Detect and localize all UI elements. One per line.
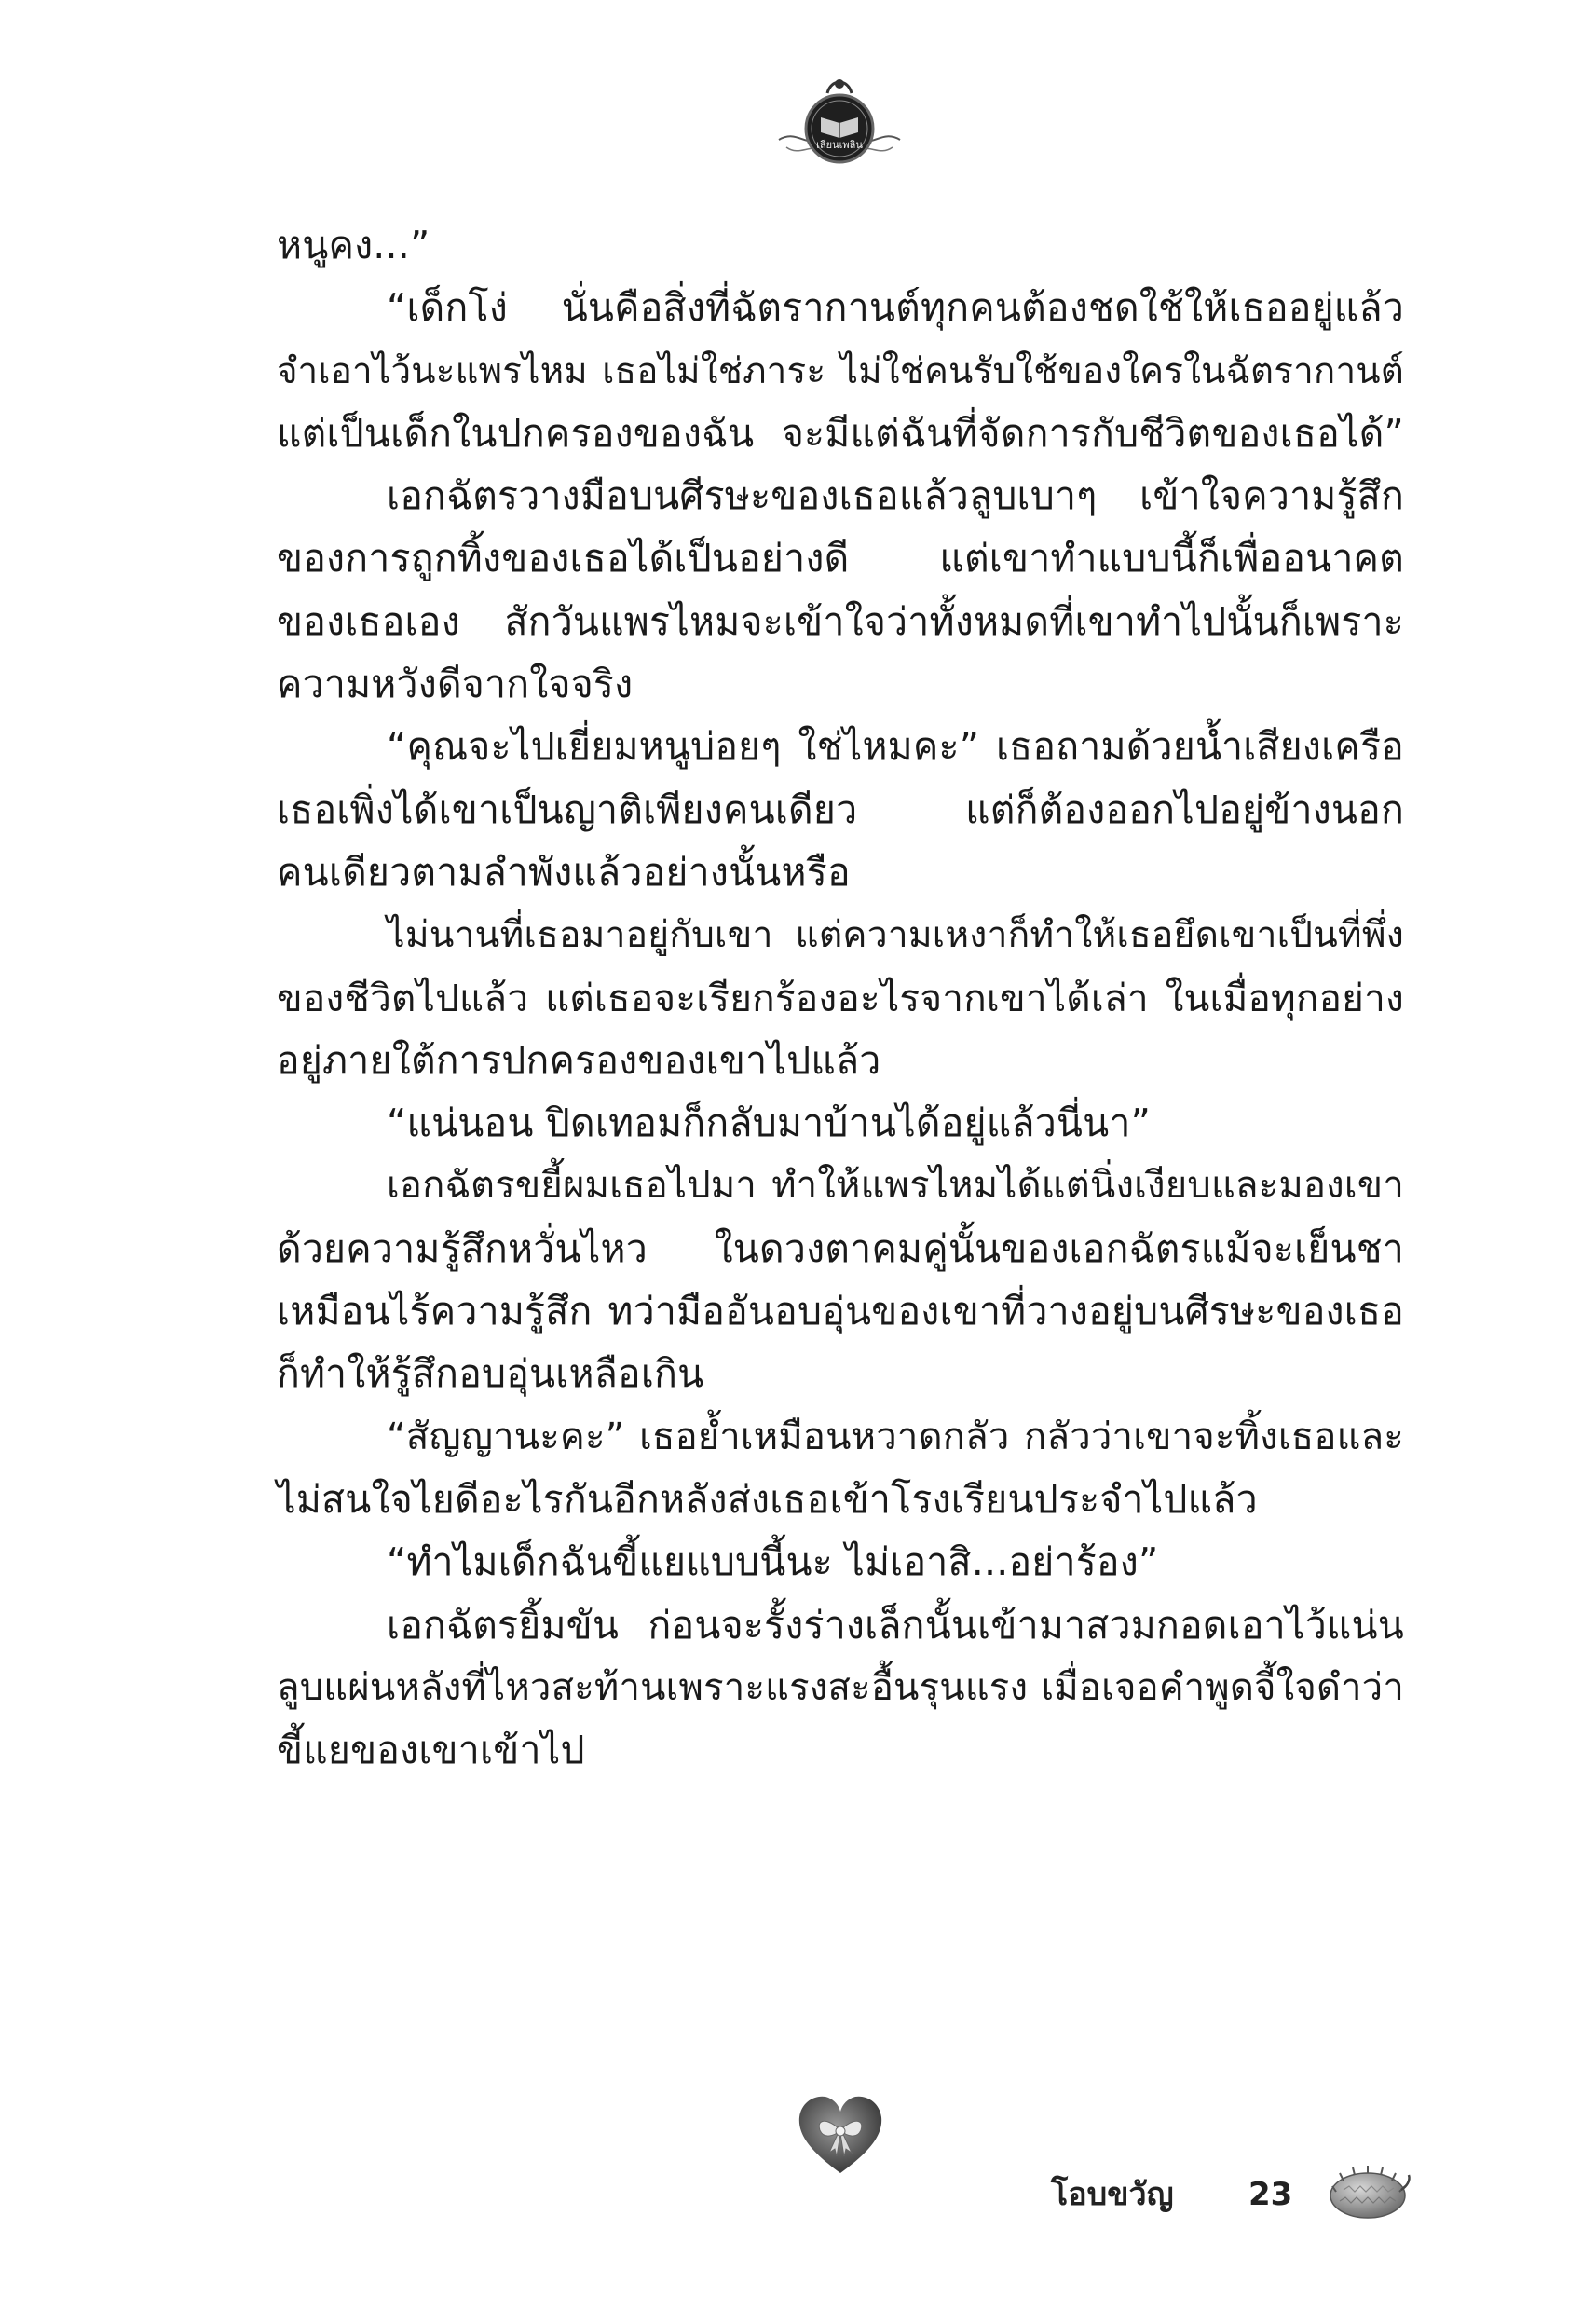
text-line: ของการถูกทิ้งของเธอได้เป็นอย่างดี แต่เขาทำแบบนี้ก็เพื่ออนาคต <box>277 536 1404 581</box>
text-line: “คุณจะไปเยี่ยมหนูบ่อยๆ ใช่ไหมคะ” เธอถามด้วยน้ำเสียงเครือ <box>387 724 1404 770</box>
heart-bow-icon <box>794 2091 887 2179</box>
text-line: “แน่นอน ปิดเทอมก็กลับมาบ้านได้อยู่แล้วนี่นา” <box>387 1101 1152 1146</box>
text-line: หนูคง...” <box>277 223 430 267</box>
text-line: ก็ทำให้รู้สึกอบอุ่นเหลือเกิน <box>277 1351 704 1397</box>
text-line: เหมือนไร้ความรู้สึก ทว่ามืออันอบอุ่นของเขาที่วางอยู่บนศีรษะของเธอ <box>277 1289 1404 1334</box>
body-text <box>277 214 1404 1782</box>
footer-book-title: โอบขวัญ <box>1051 2176 1174 2213</box>
text-line: “ทำไมเด็กฉันขี้แยแบบนี้นะ ไม่เอาสิ...อย่าร้อง” <box>387 1539 1159 1585</box>
text-line: ไม่นานที่เธอมาอยู่กับเขา แต่ความเหงาก็ทำให้เธอยึดเขาเป็นที่พึ่ง <box>387 914 1404 957</box>
text-line: ความหวังดีจากใจจริง <box>277 662 634 707</box>
text-line: ของเธอเอง สักวันแพรไหมจะเข้าใจว่าทั้งหมดที่เขาทำไปนั้นก็เพราะ <box>277 598 1404 644</box>
text-line: ขี้แยของเขาเข้าไป <box>277 1728 585 1773</box>
text-line: จำเอาไว้นะแพรไหม เธอไม่ใช่ภาระ ไม่ใช่คนรับใช้ของใครในฉัตรากานต์ <box>277 349 1404 392</box>
text-line: แต่เป็นเด็กในปกครองของฉัน จะมีแต่ฉันที่จัดการกับชีวิตของเธอได้” <box>277 410 1404 456</box>
text-line: เอกฉัตรยิ้มขัน ก่อนจะรั้งร่างเล็กนั้นเข้ามาสวมกอดเอาไว้แน่น <box>387 1602 1404 1648</box>
text-line: เอกฉัตรขยี้ผมเธอไปมา ทำให้แพรไหมได้แต่นิ่งเงียบและมองเขา <box>387 1164 1404 1208</box>
text-line: อยู่ภายใต้การปกครองของเขาไปแล้ว <box>277 1037 881 1083</box>
text-line: ด้วยความรู้สึกหวั่นไหว ในดวงตาคมคู่นั้นของเอกฉัตรแม้จะเย็นชา <box>277 1225 1404 1271</box>
publisher-logo <box>770 73 909 175</box>
text-line: ของชีวิตไปแล้ว แต่เธอจะเรียกร้องอะไรจากเขาได้เล่า ในเมื่อทุกอย่าง <box>277 975 1404 1020</box>
text-line: ลูบแผ่นหลังที่ไหวสะท้านเพราะแรงสะอื้นรุนแรง เมื่อเจอคำพูดจี้ใจดำว่า <box>277 1665 1404 1709</box>
durian-icon <box>1321 2153 1414 2227</box>
text-line: เธอเพิ่งได้เขาเป็นญาติเพียงคนเดียว แต่ก็ต้องออกไปอยู่ข้างนอก <box>277 786 1404 832</box>
text-line: “เด็กโง่ นั่นคือสิ่งที่ฉัตรากานต์ทุกคนต้องชดใช้ให้เธออยู่แล้ว <box>387 285 1404 331</box>
text-line: “สัญญานะคะ” เธอย้ำเหมือนหวาดกลัว กลัวว่าเขาจะทิ้งเธอและ <box>387 1415 1404 1458</box>
text-line: คนเดียวตามลำพังแล้วอย่างนั้นหรือ <box>277 849 851 895</box>
text-line: เอกฉัตรวางมือบนศีรษะของเธอแล้วลูบเบาๆ เข้าใจความรู้สึก <box>387 473 1404 519</box>
footer-page-number: 23 <box>1248 2176 1293 2213</box>
logo-text: เลียนเพลิน <box>816 139 863 151</box>
text-line: ไม่สนใจไยดีอะไรกันอีกหลังส่งเธอเข้าโรงเรียนประจำไปแล้ว <box>277 1476 1258 1522</box>
ornamental-seal-icon <box>770 73 909 175</box>
